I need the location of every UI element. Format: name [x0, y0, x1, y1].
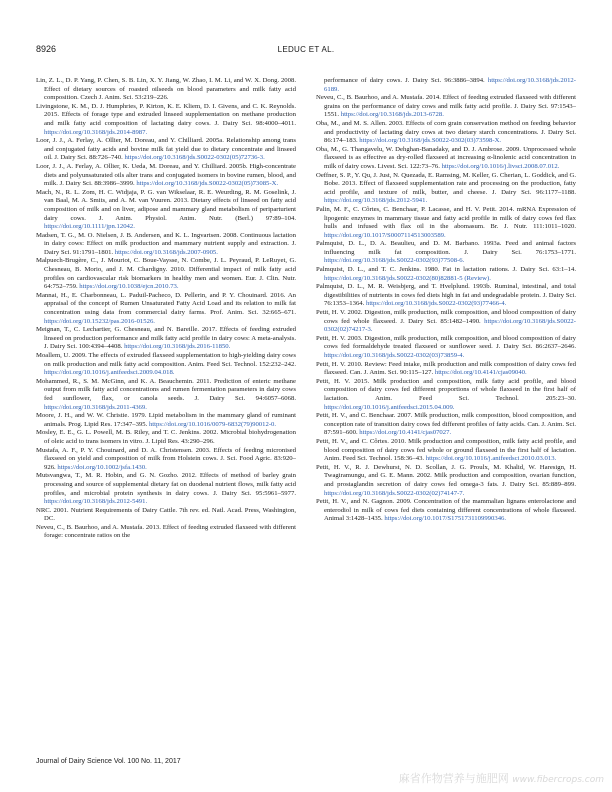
doi-link[interactable]: https://doi.org/10.3168/jds.2012-5941. [324, 197, 428, 205]
doi-link[interactable]: https://doi.org/10.3168/jds.S0022-0302(03)73859-4. [324, 352, 465, 359]
doi-link[interactable]: https://doi.org/10.4141/cjas07027. [359, 429, 452, 437]
journal-footer: Journal of Dairy Science Vol. 100 No. 11, 2017 [36, 758, 181, 765]
reference-text: Mustafa, A. F., P. Y. Chouinard, and D. A. Christensen. 2003. Effects of feeding micronised flaxseed on yield and composition of milk from Holstein cows. J. Sci. Food Agric. 83:920–926. [36, 446, 296, 471]
reference-entry [316, 77, 576, 94]
doi-link[interactable]: https://doi.org/10.4141/cjas09040. [434, 369, 527, 377]
reference-text: Madsen, T. G., M. O. Nielsen, J. B. Andersen, and K. L. Ingvartsen. 2008. Continuous lactation in dairy cows: Effect on milk production and mammary nutrient supply and extraction. J. Dairy Sci. 91:1791–1801. [36, 231, 296, 256]
doi-link[interactable]: https://doi.org/10.1017/S1751731109990346. [384, 515, 507, 523]
reference-entry [36, 412, 296, 429]
reference-text: Mutsvangwa, T., M. R. Hobin, and G. N. Gozho. 2012. Effects of method of barley grain processing and source of supplemental dietary fat on duodenal nutrient flows, milk fatty acid profiles, and microbial protein synthesis in dairy cows. J. Dairy Sci. 95:5961–5977. [36, 472, 296, 497]
doi-link[interactable]: https://doi.org/10.3168/jds.S0022-0302(93)77466-4. [365, 300, 507, 308]
reference-entry [316, 266, 576, 283]
doi-link[interactable]: https://doi.org/10.3168/jds.2014-8987. [44, 128, 148, 136]
reference-entry [316, 335, 576, 361]
reference-entry [36, 257, 296, 291]
reference-entry [316, 412, 576, 438]
reference-text: Petit, H. V., R. J. Dewhurst, N. D. Scollan, J. G. Proulx, M. Khalid, W. Haresign, H. Twagiramungu, and G. E. Mann. 2002. Milk production and composition, ovarian function, and prostaglandin secretion of dairy cows fed omega-3 fats. J. Dairy Sci. 85:889–899. [316, 463, 576, 488]
doi-link[interactable]: https://doi.org/10.3168/jds.S0022-0302(02)74217-3. [324, 317, 576, 334]
doi-link[interactable]: https://doi.org/10.3168/jds.2011-4369. [44, 403, 147, 411]
reference-entry [316, 498, 576, 524]
running-head: LEDUC ET AL. [277, 45, 335, 54]
reference-entry [36, 352, 296, 378]
reference-entry [316, 94, 576, 120]
reference-entry [36, 232, 296, 258]
doi-link[interactable]: https://doi.org/10.1016/j.anifeedsci.2015.04.009. [324, 403, 455, 411]
reference-text: Malpuech-Brugère, C., J. Mouriot, C. Boue-Vaysse, N. Combe, J. L. Peyraud, P. LeRuyet, G. Chesneau, B. Morio, and J. M. Chardigny. 2010. Differential impact of milk fatty acid profiles on cardiovascular risk biomarkers in healthy men and women. Eur. J. Clin. Nutr. 64:752–759. [36, 257, 296, 291]
reference-entry [316, 172, 576, 206]
reference-text: Oba, M., G. Thangavelu, W. Dehghan-Banadaky, and D. J. Ambrose. 2009. Unprocessed whole flaxseed is as effective as dry-rolled flaxseed at increasing α-linolenic acid concentration in milk of dairy cows. Livest. Sci. 122:73–76. [316, 145, 576, 170]
doi-link[interactable]: https://doi.org/10.3168/jds.S0022-0302(80)82881-5 (Review). [324, 274, 491, 282]
reference-entry [316, 120, 576, 146]
references-left-column [36, 77, 296, 541]
reference-entry [316, 309, 576, 335]
page-number: 8926 [36, 44, 57, 54]
reference-text: Mannai, H., E. Charbonneau, L. Paduil-Pacheco, D. Pellerin, and P. Y. Chouinard. 2016. An appraisal of the concept of Rumen Unsaturated Fatty Acid Load and its relation to milk fat concentration using data from commercial dairy farms. Prof. Anim. Sci. 32:665–671. [36, 291, 296, 317]
doi-link[interactable]: https://doi.org/10.1038/ejcn.2010.73. [79, 283, 179, 291]
reference-entry [36, 378, 296, 412]
reference-text: Mosley, E. E., G. L. Powell, M. B. Riley, and T. C. Jenkins. 2002. Microbial biohydrogenation of oleic acid to trans isomers in vitro. J. Lipid Res. 43:290–296. [36, 429, 296, 445]
reference-text: Lin, Z. L., D. P. Yang, P. Chen, S. B. Lin, X. Y. Jiang, W. Zhao, I. M. Li, and W. X. Dong. 2008. Effect of dietary sources of roasted oilseeds on blood parameters and milk fatty acid composition. Czech J. Anim. Sci. 53:219–226. [36, 77, 296, 102]
reference-entry [36, 524, 296, 541]
doi-link[interactable]: https://doi.org/10.15232/pas.2016-01526. [44, 317, 155, 325]
doi-link[interactable]: https://doi.org/10.3168/jds.S0022-0302(02)74147-7. [324, 489, 465, 497]
doi-link[interactable]: https://doi.org/10.1017/S0007114513003589. [324, 231, 446, 239]
reference-entry [316, 464, 576, 498]
reference-text: Oeffner, S. P., Y. Qu, J. Just, N. Quezada, E. Ramsing, M. Keller, G. Cherian, L. Goddick, and G. Bobe. 2013. Effect of flaxseed supplementation rate and processing on the production, fatty acid profile, and texture of milk, butter, and cheese. J. Dairy Sci. 96:1177–1188. [316, 171, 576, 196]
reference-entry [36, 292, 296, 326]
doi-link[interactable]: https://doi.org/10.1016/j.livsci.2008.07.012. [441, 162, 560, 170]
reference-text: Loor, J. J., A. Ferlay, A. Ollier, K. Ueda, M. Doreau, and Y. Chilliard. 2005b. High-concentrate diets and polyunsaturated oils alter trans and conjugated isomers in bovine rumen, blood, and milk. J. Dairy Sci. 88:3986–3999. [36, 162, 296, 188]
reference-text: Livingstone, K. M., D. J. Humphries, P. Kirton, K. E. Kliem, D. I. Givens, and C. K. Reynolds. 2015. Effects of forage type and extruded linseed supplementation on methane production and milk fatty acid composition of lactating dairy cows. J. Dairy Sci. 98:4000–4011. [36, 102, 296, 127]
reference-text: Petit, H. V., and C. Benchaar. 2007. Milk production, milk composition, blood composition, and conception rate of transition dairy cows fed different profiles of fatty acids. Can. J. Anim. Sci. 87:591–600. [316, 412, 576, 437]
reference-text: Mohammed, R., S. M. McGinn, and K. A. Beauchemin. 2011. Prediction of enteric methane output from milk fatty acid concentrations and rumen fermentation parameters in dairy cows fed sunflower, flax, or canola seeds. J. Dairy Sci. 94:6057–6068. [36, 377, 296, 402]
reference-text: performance of dairy cows. J. Dairy Sci. 96:3886–3894. [324, 77, 488, 84]
reference-text: Palin, M. F., C. Côrtes, C. Benchaar, P. Lacasse, and H. V. Petit. 2014. mRNA Expression of lipogenic enzymes in mammary tissue and fatty acid profile in milk of dairy cows fed flax hulls and infused with flax oil in the abomasum. Br. J. Nutr. 111:1011–1020. [316, 205, 576, 231]
reference-text: Moallem, U. 2009. The effects of extruded flaxseed supplementation to high-yielding dairy cows on milk production and milk fatty acid composition. Anim. Feed Sci. Technol. 152:232–242. [36, 352, 296, 368]
doi-link[interactable]: https://doi.org/10.1111/jpn.12042. [44, 223, 135, 231]
doi-link[interactable]: https://doi.org/10.3168/jds.2016-11850. [124, 343, 231, 351]
doi-link[interactable]: https://doi.org/10.3168/jds.S0022-0302(05)73085-X. [136, 180, 279, 188]
reference-text: Palmquist, D. L., M. R. Weisbjerg, and T. Hvelplund. 1993b. Ruminal, intestinal, and total digestibilities of nutrients in cows fed diets high in fat and undegradable protein. J. Dairy Sci. 76:1353–1364. [316, 283, 576, 308]
doi-link[interactable]: https://doi.org/10.3168/jds.S0022-0302(05)72736-3. [124, 154, 265, 162]
reference-text: Neveu, C., B. Baurhoo, and A. Mustafa. 2014. Effect of feeding extruded flaxseed with different grains on the performance of dairy cows and milk fatty acid profile. J. Dairy Sci. 97:1543–1551. [316, 94, 576, 119]
reference-text: Mach, N., R. L. Zom, H. C. Widjaja, P. G. van Wikselaar, R. E. Weurding, R. M. Goselink, J. van Baal, M. A. Smits, and A. M. van Vuuren. 2013. Dietary effects of linseed on fatty acid composition of milk and on liver, adipose and mammary gland metabolism of periparturient dairy cows. J. Anim. Physiol. Anim. Nutr. (Berl.) 97:89–104. [36, 188, 296, 222]
doi-link[interactable]: https://doi.org/10.3168/jds.2012-6189. [324, 77, 576, 93]
reference-text: Petit, H. V. 2002. Digestion, milk production, milk composition, and blood composition of dairy cows fed whole flaxseed. J. Dairy Sci. 85:1482–1490. [316, 309, 576, 325]
reference-entry [36, 429, 296, 446]
doi-link[interactable]: https://doi.org/10.1016/0079-6832(79)90012-0. [148, 420, 277, 428]
reference-text: Neveu, C., B. Baurhoo, and A. Mustafa. 2013. Effect of feeding extruded flaxseed with different forage: concentrate ratios on the [36, 523, 296, 540]
doi-link[interactable]: https://doi.org/10.3168/jds.S0022-0302(03)73598-X. [359, 137, 502, 145]
reference-entry [36, 507, 296, 524]
reference-text: Moore, J. H., and W. W. Christie. 1979. Lipid metabolism in the mammary gland of ruminant animals. Prog. Lipid Res. 17:347–395. [36, 412, 296, 428]
watermark-text: 麻省作物营养与施肥网 [398, 772, 509, 785]
reference-entry [36, 472, 296, 506]
watermark [399, 770, 604, 786]
reference-entry [316, 283, 576, 309]
doi-link[interactable]: https://doi.org/10.3168/jds.2012-5491. [44, 498, 148, 506]
reference-entry [316, 240, 576, 266]
watermark-url: www.fibercrops.com [512, 775, 604, 785]
reference-text: Meignan, T., C. Lechartier, G. Chesneau, and N. Bareille. 2017. Effects of feeding extruded linseed on production performance and milk fatty acid profile in dairy cows: A meta-analysis. J. Dairy Sci. 100:4394–4408. [36, 326, 296, 351]
doi-link[interactable]: https://doi.org/10.3168/jds.2007-0905. [114, 248, 218, 256]
doi-link[interactable]: https://doi.org/10.1002/jsfa.1430. [57, 463, 147, 471]
reference-text: Petit, H. V., and N. Gagnon. 2009. Concentration of the mammalian lignans enterolactone and enterodiol in milk of cows fed diets containing different concentrations of whole flaxseed. Animal 3:1428–1435. [316, 498, 576, 523]
references-right-column [316, 77, 576, 524]
doi-link[interactable]: https://doi.org/10.3168/jds.2013-6728. [340, 111, 444, 119]
reference-text: NRC. 2001. Nutrient Requirements of Dairy Cattle. 7th rev. ed. Natl. Acad. Press, Washington, DC. [36, 506, 296, 523]
reference-entry [316, 378, 576, 412]
reference-entry [36, 326, 296, 352]
reference-entry [36, 103, 296, 137]
reference-text: Palmquist, D. L., D. A. Beaulieu, and D. M. Barbano. 1993a. Feed and animal factors influencing milk fat composition. J. Dairy Sci. 76:1753–1771. [316, 240, 576, 256]
reference-text: Petit, H. V., and C. Côrtes. 2010. Milk production and composition, milk fatty acid profile, and blood composition of dairy cows fed whole or ground flaxseed in the first half of lactation. Anim. Feed Sci. Technol. 158:36–43. [316, 437, 576, 463]
reference-text: Petit, H. V. 2003. Digestion, milk production, milk composition, and blood composition of dairy cows fed formaldehyde treated flaxseed or sunflower seed. J. Dairy Sci. 86:2637–2646. [316, 334, 576, 351]
reference-entry [316, 206, 576, 240]
reference-entry [36, 189, 296, 232]
reference-text: Palmquist, D. L., and T. C. Jenkins. 1980. Fat in lactation rations. J. Dairy Sci. 63:1–14. [316, 266, 576, 274]
reference-entry [36, 447, 296, 473]
reference-entry [316, 438, 576, 464]
reference-text: Loor, J. J., A. Ferlay, A. Ollier, M. Doreau, and Y. Chilliard. 2005a. Relationship among trans and conjugated fatty acids and bovine milk fat yield due to dietary concentrate and linseed oil. J. Dairy Sci. 88:726–740. [36, 137, 296, 162]
doi-link[interactable]: https://doi.org/10.1016/j.anifeedsci.2009.04.018. [44, 369, 175, 377]
reference-entry [36, 77, 296, 103]
reference-entry [316, 361, 576, 378]
reference-text: Oba, M., and M. S. Allen. 2003. Effects of corn grain conservation method on feeding behavior and productivity of lactating dairy cows at two dietary starch concentrations. J. Dairy Sci. 86:174–183. [316, 119, 576, 145]
doi-link[interactable]: https://doi.org/10.1016/j.anifeedsci.2010.03.013. [425, 455, 557, 463]
reference-entry [36, 137, 296, 163]
doi-link[interactable]: https://doi.org/10.3168/jds.S0022-0302(93)77508-6. [324, 257, 465, 265]
reference-entry [36, 163, 296, 189]
reference-text: Petit, H. V. 2015. Milk production and composition, milk fatty acid profile, and blood composition of dairy cows fed different proportions of whole flaxseed in the first half of lactation. Anim. Feed Sci. Technol. 205:23–30. [316, 377, 576, 402]
reference-text: Petit, H. V. 2010. Review: Feed intake, milk production and milk composition of dairy cows fed flaxseed. Can. J. Anim. Sci. 90:115–127. [316, 360, 576, 377]
reference-entry [316, 146, 576, 172]
